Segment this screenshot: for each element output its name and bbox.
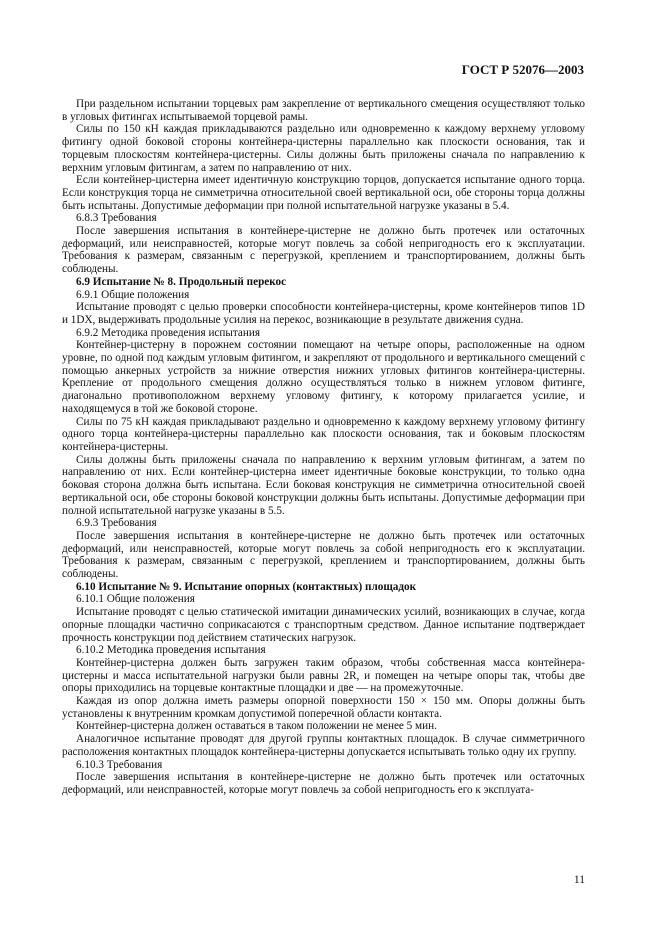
subsection-heading: 6.9.2 Методика проведения испытания [76,326,261,339]
paragraph: Контейнер-цистерна должен оставаться в таком положении не менее 5 мин. [76,720,437,733]
paragraph: Силы по 150 кН каждая прикладываются раздельно или одновременно к каждому верхнему угловому фитингу одной боковой стороны контейнера-цистерны параллельно как плоскости основания, так и торцевым плоскостям контейнера-цистерны. Силы должны быть приложены сначала по направлению к верхним угловым фитингам, а затем по направлению от них. [62,123,585,174]
paragraph: Контейнер-цистерну в порожнем состоянии помещают на четыре опоры, расположенные на одном уровне, по одной под каждым угловым фитингом, и закрепляют от продольного и вертикального смещений с помощью анкерных устройств за нижние отверстия нижних угловых фитингов контейнера-цистерны. Крепление от продольного смещения должно осуществляться только в нижнем угловом фитинге, диагонально противоположном верхнему угловому фитингу, к которому прилагается усилие, и находящемуся в той же боковой стороне. [62,339,585,415]
paragraph: Испытание проводят с целью проверки способности контейнера-цистерны, кроме контейнеров типов 1D и 1DX, выдерживать продольные усилия на перекос, возникающие в результате движения судна. [62,301,585,326]
paragraph: Если контейнер-цистерна имеет идентичную конструкцию торцов, допускается испытание одного торца. Если конструкция торца не симметрична относительной своей вертикальной оси, обе стороны торца должны быть испытаны. Допустимые деформации при полной испытательной нагрузке указаны в 5.4. [62,174,585,212]
subsection-heading: 6.10.3 Требования [76,758,163,771]
page-header-standard-number: ГОСТ Р 52076—2003 [461,62,584,77]
subsection-heading: 6.9.1 Общие положения [76,288,190,301]
subsection-heading: 6.8.3 Требования [76,212,157,225]
paragraph: После завершения испытания в контейнере-цистерне не должно быть протечек или остаточных деформаций, или неисправностей, которые могут повлечь за собой непригодность его к эксплуатации. Требования к размерам, связанным с перегрузкой, креплением и транспортированием, должны быть соблюдены. [62,225,585,276]
paragraph: Испытание проводят с целью статической имитации динамических усилий, возникающих в случае, когда опорные площадки частично соприкасаются с транспортным средством. Данное испытание подтверждает прочность конструкции под действием статических нагрузок. [62,606,585,644]
section-heading: 6.9 Испытание № 8. Продольный перекос [76,275,287,288]
paragraph: Аналогичное испытание проводят для другой группы контактных площадок. В случае симметричного расположения контактных площадок контейнера-цистерны допускается испытывать только одну их группу. [62,733,585,758]
subsection-heading: 6.10.1 Общие положения [76,593,195,606]
document-body [62,98,585,797]
paragraph: Каждая из опор должна иметь размеры опорной поверхности 150 × 150 мм. Опоры должны быть установлены к внутренним кромкам допустимой поперечной области контакта. [62,695,585,720]
subsection-heading: 6.10.2 Методика проведения испытания [76,644,266,657]
paragraph: Контейнер-цистерна должен быть загружен таким образом, чтобы собственная масса контейнера-цистерны и масса испытательной нагрузки были равны 2R, и помещен на четыре опоры так, чтобы две опоры приходились на торцевые контактные площадки и две — на промежуточные. [62,656,585,695]
paragraph: После завершения испытания в контейнере-цистерне не должно быть протечек или остаточных деформаций, или неисправностей, которые могут повлечь за собой непригодность его к эксплуатации. Требования к размерам, связанным с перегрузкой, креплением и транспортированием, должны быть соблюдены. [62,529,585,581]
section-heading: 6.10 Испытание № 9. Испытание опорных (контактных) площадок [76,580,417,593]
paragraph: Силы должны быть приложены сначала по направлению к верхним угловым фитингам, а затем по направлению от них. Если контейнер-цистерна имеет идентичные боковые конструкции, то только одна боковая сторона должна быть испытана. Если боковая конструкция не симметрична относительной своей вертикальной оси, обе стороны боковой конструкции должны быть испытаны. Допустимые деформации при полной испытательной нагрузке указаны в 5.5. [62,453,585,517]
paragraph: После завершения испытания в контейнере-цистерне не должно быть протечек или остаточных деформаций, или неисправностей, которые могут повлечь за собой непригодность его к эксплуата- [62,771,585,796]
paragraph: Силы по 75 кН каждая прикладывают раздельно и одновременно к каждому верхнему угловому фитингу одного торца контейнера-цистерны параллельно как плоскости основания, так и боковым плоскостям контейнера-цистерны. [62,415,585,453]
subsection-heading: 6.9.3 Требования [76,517,157,530]
paragraph: При раздельном испытании торцевых рам закрепление от вертикального смещения осуществляют только в угловых фитингах испытываемой торцевой рамы. [62,98,585,123]
page-number: 11 [573,874,585,886]
